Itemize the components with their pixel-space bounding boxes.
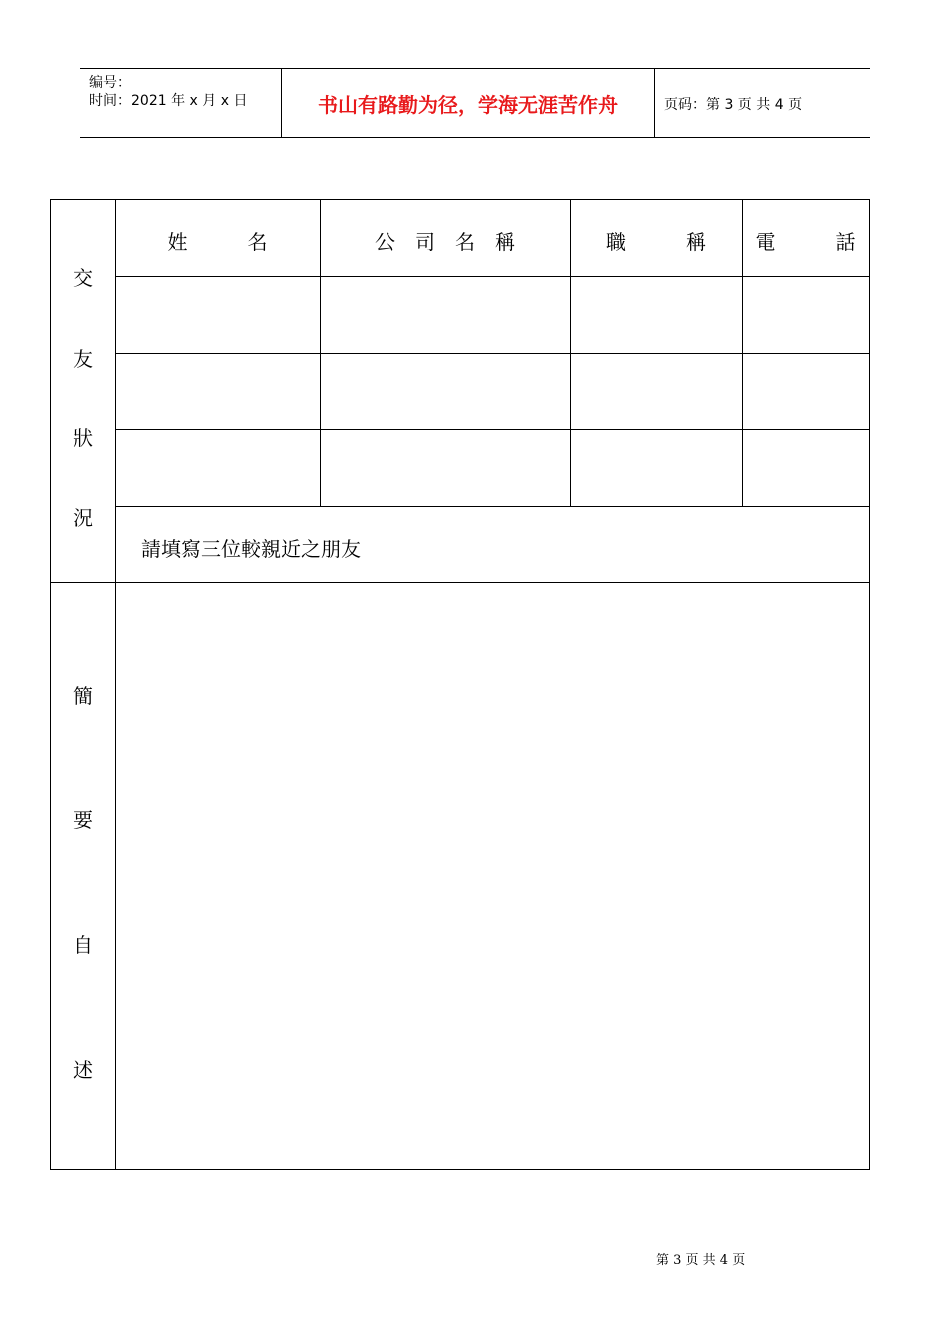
friends-label-char-3: 狀 [73, 426, 93, 450]
row-divider-4 [115, 506, 869, 507]
row-divider-1 [115, 276, 869, 277]
side-column-divider [115, 200, 116, 1169]
page-header [80, 68, 870, 138]
row-divider-3 [115, 429, 869, 430]
intro-label-char-1: 簡 [73, 684, 93, 708]
friends-label-char-1: 交 [73, 266, 93, 290]
col-header-name: 姓 名 [167, 230, 268, 254]
serial-label: 编号： [89, 75, 131, 91]
motto: 书山有路勤为径，学海无涯苦作舟 [282, 69, 655, 137]
intro-label-char-2: 要 [73, 808, 93, 832]
intro-label-char-3: 自 [73, 933, 93, 957]
intro-label-char-4: 述 [73, 1058, 93, 1082]
col-header-title: 職 稱 [606, 230, 706, 254]
col-header-phone: 電 話 [755, 230, 856, 254]
form-table [50, 199, 870, 1170]
header-left-cell [80, 69, 282, 137]
page-info: 页码：第 3 页 共 4 页 [664, 97, 803, 113]
section-divider [51, 582, 869, 583]
row-divider-2 [115, 353, 869, 354]
time-label: 时间：2021 年 x 月 x 日 [89, 93, 248, 109]
friends-label-char-4: 況 [73, 506, 93, 530]
col-header-company: 公 司 名 稱 [375, 230, 515, 254]
page-footer: 第 3 页 共 4 页 [656, 1253, 746, 1268]
friends-label-char-2: 友 [73, 347, 93, 371]
friends-note: 請填寫三位較親近之朋友 [141, 537, 361, 561]
